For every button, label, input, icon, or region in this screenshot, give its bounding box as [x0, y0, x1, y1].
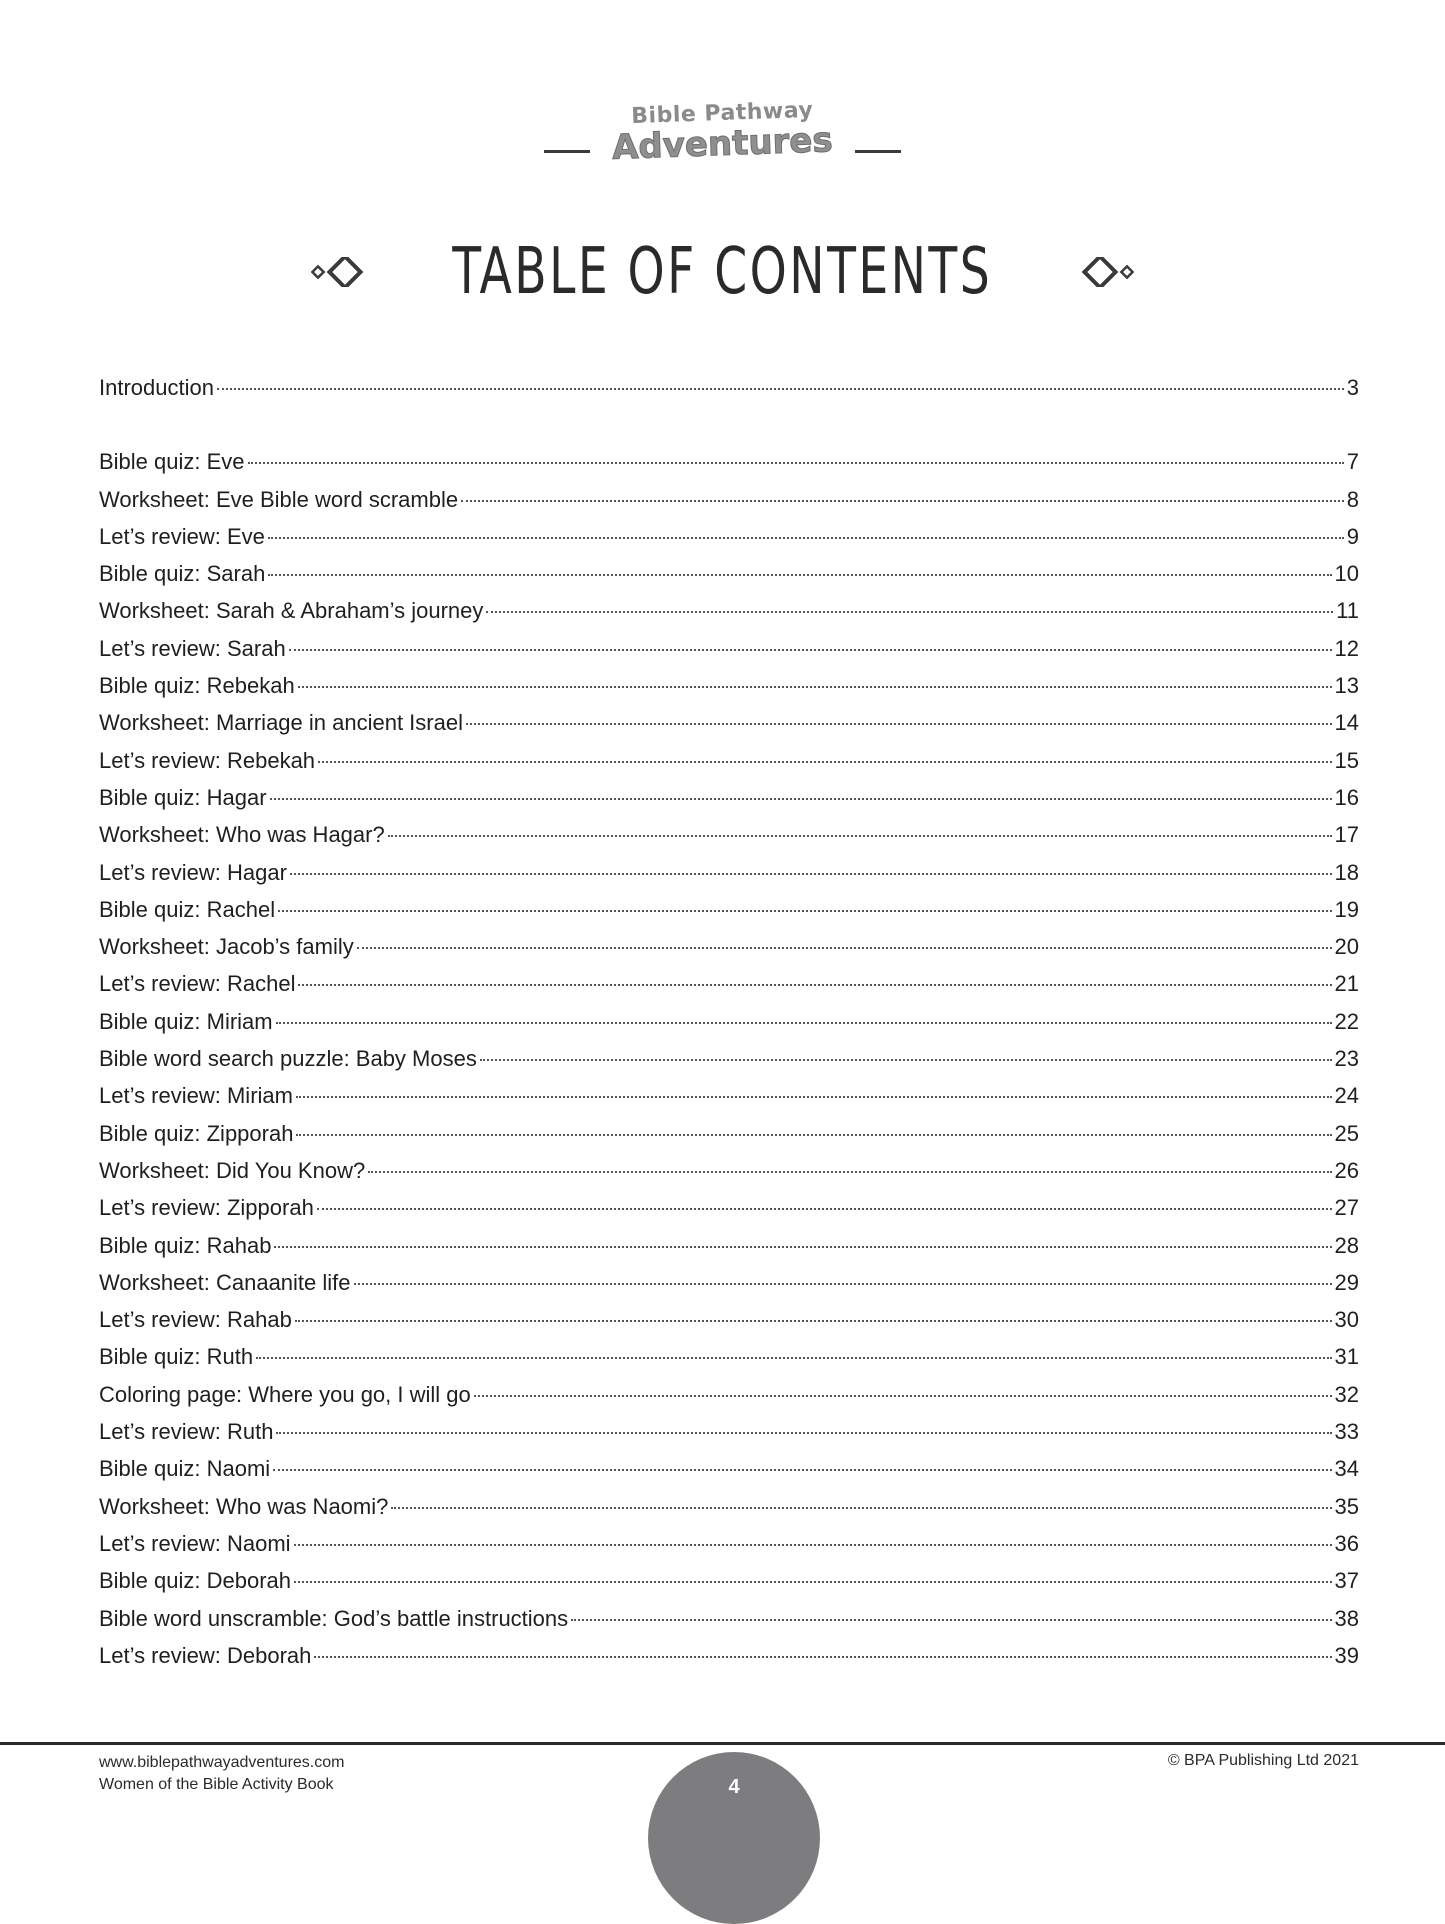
toc-entry-label: Let’s review: Naomi	[99, 1530, 291, 1556]
toc-dot-leader	[248, 462, 1344, 464]
toc-entry[interactable]	[99, 673, 1359, 710]
publisher-logo	[0, 92, 1445, 172]
toc-dot-leader	[290, 873, 1332, 875]
toc-entry-page: 36	[1334, 1530, 1359, 1556]
toc-entry-label: Let’s review: Deborah	[99, 1642, 312, 1668]
toc-entry-label: Worksheet: Marriage in ancient Israel	[99, 710, 463, 736]
toc-entry-label: Worksheet: Sarah & Abraham’s journey	[99, 598, 484, 624]
toc-entry[interactable]	[99, 1382, 1359, 1419]
toc-dot-leader	[294, 1544, 1332, 1546]
toc-entry-label: Let’s review: Rebekah	[99, 747, 316, 773]
toc-dot-leader	[256, 1357, 1331, 1359]
toc-entry-page: 39	[1334, 1642, 1359, 1668]
toc-entry-page: 34	[1334, 1456, 1359, 1482]
toc-entry-page: 10	[1334, 561, 1359, 587]
toc-dot-leader	[474, 1395, 1332, 1397]
toc-entry[interactable]	[99, 561, 1359, 598]
toc-entry[interactable]	[99, 1419, 1359, 1456]
toc-entry-page: 13	[1334, 673, 1359, 699]
toc-entry-page: 22	[1334, 1008, 1359, 1034]
toc-dot-leader	[278, 910, 1331, 912]
toc-entry-page: 35	[1334, 1493, 1359, 1519]
toc-entry[interactable]	[99, 375, 1359, 412]
toc-entry-label: Bible quiz: Zipporah	[99, 1120, 294, 1146]
toc-dot-leader	[571, 1619, 1331, 1621]
toc-entry-label: Bible quiz: Rahab	[99, 1232, 272, 1258]
logo-bottom-text: Adventures	[611, 120, 834, 168]
toc-entry[interactable]	[99, 1531, 1359, 1568]
title-row	[0, 232, 1445, 312]
toc-entry[interactable]	[99, 1568, 1359, 1605]
toc-dot-leader	[276, 1022, 1332, 1024]
toc-entry-page: 38	[1334, 1605, 1359, 1631]
toc-entry-label: Introduction	[99, 375, 214, 400]
toc-dot-leader	[314, 1656, 1331, 1658]
toc-entry-page: 21	[1334, 971, 1359, 997]
footer-divider	[0, 1742, 1445, 1745]
toc-entry-label: Bible quiz: Rebekah	[99, 673, 295, 699]
logo-wordmark	[611, 97, 834, 168]
toc-entry[interactable]	[99, 1195, 1359, 1232]
toc-entry-page: 29	[1334, 1269, 1359, 1295]
toc-entry-label: Let’s review: Rahab	[99, 1307, 292, 1333]
toc-entry-label: Worksheet: Who was Hagar?	[99, 822, 385, 848]
logo-right-rule	[855, 150, 901, 153]
toc-entry-label: Bible word search puzzle: Baby Moses	[99, 1046, 477, 1072]
toc-dot-leader	[298, 686, 1332, 688]
page-title: TABLE OF CONTENTS	[452, 235, 993, 309]
toc-dot-leader	[368, 1171, 1331, 1173]
toc-dot-leader	[217, 388, 1344, 390]
toc-entry-label: Bible quiz: Eve	[99, 449, 245, 475]
logo-top-text: Bible Pathway	[631, 97, 814, 130]
toc-entry-label: Bible quiz: Naomi	[99, 1456, 271, 1482]
toc-dot-leader	[296, 1096, 1332, 1098]
toc-entry-page: 14	[1334, 710, 1359, 736]
toc-entry-label: Let’s review: Zipporah	[99, 1195, 314, 1221]
toc-entry-label: Worksheet: Eve Bible word scramble	[99, 486, 459, 512]
toc-dot-leader	[388, 835, 1332, 837]
toc-dot-leader	[268, 537, 1344, 539]
toc-entry[interactable]	[99, 860, 1359, 897]
toc-entry-label: Bible quiz: Rachel	[99, 896, 276, 922]
toc-entry-page: 27	[1334, 1195, 1359, 1221]
toc-entry-page: 31	[1334, 1344, 1359, 1370]
toc-entry-label: Coloring page: Where you go, I will go	[99, 1381, 471, 1407]
toc-entry[interactable]	[99, 971, 1359, 1008]
toc-dot-leader	[486, 611, 1333, 613]
toc-entry-page: 26	[1334, 1157, 1359, 1183]
toc-entry-page: 3	[1346, 375, 1359, 400]
toc-entry[interactable]	[99, 897, 1359, 934]
toc-entry-page: 18	[1334, 859, 1359, 885]
toc-entry-label: Bible quiz: Hagar	[99, 784, 267, 810]
toc-entry[interactable]	[99, 524, 1359, 561]
diamond-ornament-right-icon	[1072, 257, 1134, 287]
toc-dot-leader	[276, 1432, 1331, 1434]
toc-entry-label: Bible quiz: Ruth	[99, 1344, 254, 1370]
toc-entry-page: 30	[1334, 1307, 1359, 1333]
toc-entry[interactable]	[99, 1307, 1359, 1344]
toc-entry-label: Let’s review: Miriam	[99, 1083, 293, 1109]
toc-dot-leader	[274, 1246, 1331, 1248]
toc-entry-label: Let’s review: Hagar	[99, 859, 287, 885]
toc-entry[interactable]	[99, 1121, 1359, 1158]
toc-dot-leader	[298, 984, 1331, 986]
toc-entry[interactable]	[99, 449, 1359, 486]
toc-entry[interactable]	[99, 1009, 1359, 1046]
toc-entry-page: 24	[1334, 1083, 1359, 1109]
toc-entry-page: 33	[1334, 1419, 1359, 1445]
toc-entry[interactable]	[99, 1158, 1359, 1195]
toc-entry[interactable]	[99, 1046, 1359, 1083]
toc-entry-page: 32	[1334, 1381, 1359, 1407]
toc-dot-leader	[318, 761, 1331, 763]
toc-dot-leader	[295, 1320, 1332, 1322]
footer-copyright: © BPA Publishing Ltd 2021	[1167, 1752, 1359, 1769]
toc-entry-page: 20	[1334, 934, 1359, 960]
toc-entry[interactable]	[99, 822, 1359, 859]
toc-entry[interactable]	[99, 1083, 1359, 1120]
toc-dot-leader	[357, 947, 1332, 949]
toc-entry-label: Worksheet: Jacob’s family	[99, 934, 354, 960]
page-number: 4	[728, 1776, 740, 1798]
toc-entry-label: Bible quiz: Miriam	[99, 1008, 273, 1034]
toc-entry[interactable]	[99, 1344, 1359, 1381]
toc-dot-leader	[391, 1507, 1331, 1509]
toc-entry-label: Let’s review: Sarah	[99, 635, 286, 661]
toc-entry-label: Let’s review: Eve	[99, 523, 265, 549]
toc-dot-leader	[270, 798, 1332, 800]
toc-entry-page: 17	[1334, 822, 1359, 848]
toc-entry[interactable]	[99, 748, 1359, 785]
toc-dot-leader	[268, 574, 1331, 576]
toc-entry-page: 25	[1334, 1120, 1359, 1146]
toc-entry-label: Worksheet: Canaanite life	[99, 1269, 351, 1295]
toc-entry-label: Let’s review: Ruth	[99, 1419, 274, 1445]
toc-entry[interactable]	[99, 1606, 1359, 1643]
toc-entry[interactable]	[99, 636, 1359, 673]
toc-entry-page: 9	[1346, 523, 1359, 549]
toc-entry[interactable]	[99, 1456, 1359, 1493]
toc-entry-page: 16	[1334, 784, 1359, 810]
toc-dot-leader	[317, 1208, 1332, 1210]
toc-entry[interactable]	[99, 785, 1359, 822]
toc-entry[interactable]	[99, 1643, 1359, 1680]
toc-entry-label: Worksheet: Did You Know?	[99, 1157, 366, 1183]
toc-entry[interactable]	[99, 934, 1359, 971]
toc-entry[interactable]	[99, 1270, 1359, 1307]
toc-entry-page: 15	[1334, 747, 1359, 773]
footer-book-title: Women of the Bible Activity Book	[99, 1776, 334, 1793]
toc-entry[interactable]	[99, 1233, 1359, 1270]
toc-entry-page: 28	[1334, 1232, 1359, 1258]
toc-dot-leader	[461, 500, 1344, 502]
toc-entry-label: Bible word unscramble: God’s battle instructions	[99, 1605, 569, 1631]
diamond-ornament-left-icon	[311, 257, 373, 287]
logo-left-rule	[544, 150, 590, 153]
toc-entry[interactable]	[99, 710, 1359, 747]
toc-entry-page: 12	[1334, 635, 1359, 661]
toc-entry-page: 19	[1334, 896, 1359, 922]
toc-dot-leader	[466, 723, 1332, 725]
toc-entry-page: 8	[1346, 486, 1359, 512]
toc-entry-page: 11	[1336, 598, 1359, 624]
toc-entry-label: Bible quiz: Deborah	[99, 1568, 292, 1594]
toc-entry-page: 7	[1346, 449, 1359, 475]
footer-left	[99, 1752, 344, 1796]
toc-entry-page: 37	[1334, 1568, 1359, 1594]
toc-dot-leader	[294, 1581, 1332, 1583]
toc-dot-leader	[289, 649, 1332, 651]
page-number-badge	[648, 1752, 820, 1924]
table-of-contents	[99, 375, 1359, 1680]
footer-website[interactable]: www.biblepathwayadventures.com	[99, 1754, 345, 1771]
toc-entry[interactable]	[99, 598, 1359, 635]
toc-entry-label: Bible quiz: Sarah	[99, 561, 266, 587]
toc-entry-label: Worksheet: Who was Naomi?	[99, 1493, 389, 1519]
toc-dot-leader	[296, 1134, 1331, 1136]
toc-entry-label: Let’s review: Rachel	[99, 971, 296, 997]
toc-entry-page: 23	[1334, 1046, 1359, 1072]
toc-dot-leader	[480, 1059, 1332, 1061]
toc-dot-leader	[354, 1283, 1332, 1285]
toc-entry[interactable]	[99, 487, 1359, 524]
toc-entry[interactable]	[99, 1494, 1359, 1531]
toc-dot-leader	[273, 1469, 1331, 1471]
